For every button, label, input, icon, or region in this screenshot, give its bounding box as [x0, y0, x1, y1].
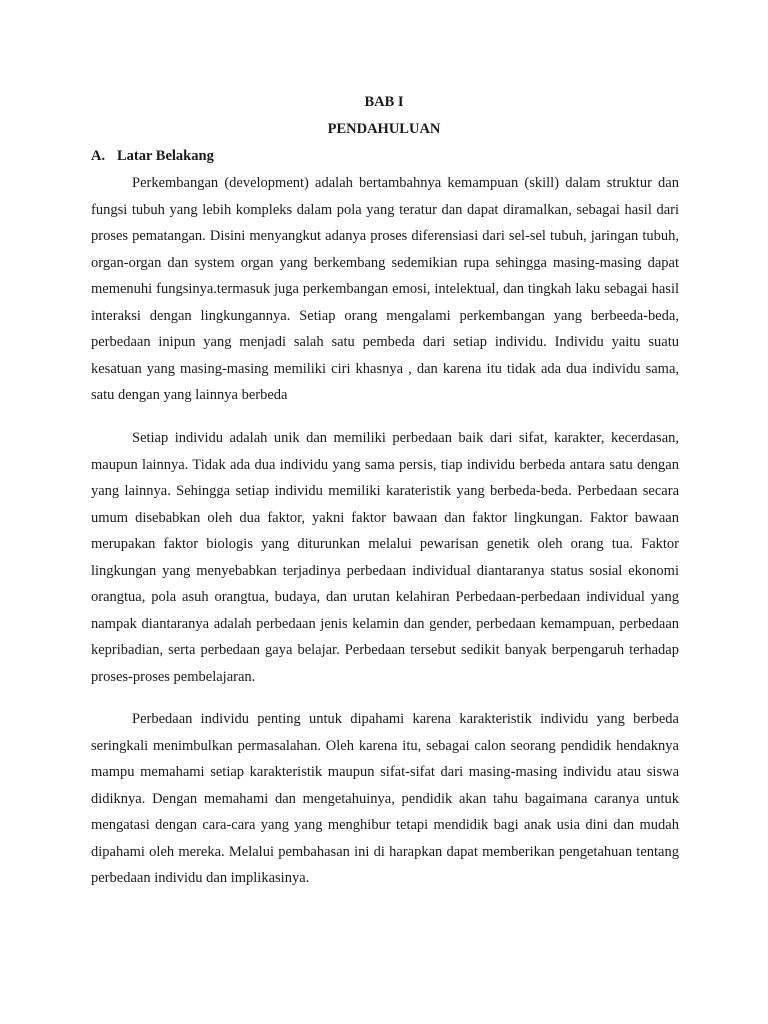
paragraph-3: Perbedaan individu penting untuk dipahami karena karakteristik individu yang berbeda seringkali menimbulkan permasalahan. Oleh karena itu, sebagai calon seorang pendidik hendaknya mampu memahami setiap karakteristik maupun sifat-sifat dari masing-masing individu atau siswa didiknya. Dengan memahami dan mengetahuinya, pendidik akan tahu bagaimana caranya untuk mengatasi dengan cara-cara yang yang menghibur tetapi mendidik bagi anak usia dini dan mudah dipahami oleh mereka. Melalui pembahasan ini di harapkan dapat memberikan pengetahuan tentang perbedaan individu dan implikasinya.: [91, 711, 679, 886]
section-heading: [91, 147, 214, 165]
chapter-title: PENDAHULUAN: [327, 121, 441, 137]
section-marker: A.: [91, 148, 106, 164]
paragraph-2: Setiap individu adalah unik dan memiliki perbedaan baik dari sifat, karakter, kecerdasan, maupun lainnya. Tidak ada dua individu yang sama persis, tiap individu berbeda antara satu dengan yang lainnya. Sehingga setiap individu memiliki karateristik yang berbeda-beda. Perbedaan secara umum disebabkan oleh dua faktor, yakni faktor bawaan dan faktor lingkungan. Faktor bawaan merupakan faktor biologis yang diturunkan melalui pewarisan genetik oleh orang tua. Faktor lingkungan yang menyebabkan terjadinya perbedaan individual diantaranya status sosial ekonomi orangtua, pola asuh orangtua, budaya, dan urutan kelahiran Perbedaan-perbedaan individual yang nampak diantaranya adalah perbedaan jenis kelamin dan gender, perbedaan kemampuan, perbedaan kepribadian, serta perbedaan gaya belajar. Perbedaan tersebut sedikit banyak berpengaruh terhadap proses-proses pembelajaran.: [91, 430, 679, 685]
section-title: Latar Belakang: [117, 148, 214, 164]
chapter-number: BAB I: [364, 94, 404, 110]
paragraph-1: Perkembangan (development) adalah bertambahnya kemampuan (skill) dalam struktur dan fungsi tubuh yang lebih kompleks dalam pola yang teratur dan dapat diramalkan, sebagai hasil dari proses pematangan. Disini menyangkut adanya proses diferensiasi dari sel-sel tubuh, jaringan tubuh, organ-organ dan system organ yang berkembang sedemikian rupa sehingga masing-masing dapat memenuhi fungsinya.termasuk juga perkembangan emosi, intelektual, dan tingkah laku sebagai hasil interaksi dengan lingkungannya. Setiap orang mengalami perkembangan yang berbeeda-beda, perbedaan inipun yang menjadi salah satu pembeda dari setiap individu. Individu yaitu suatu kesatuan yang masing-masing memiliki ciri khasnya , dan karena itu tidak ada dua individu sama, satu dengan yang lainnya berbeda: [91, 175, 679, 403]
